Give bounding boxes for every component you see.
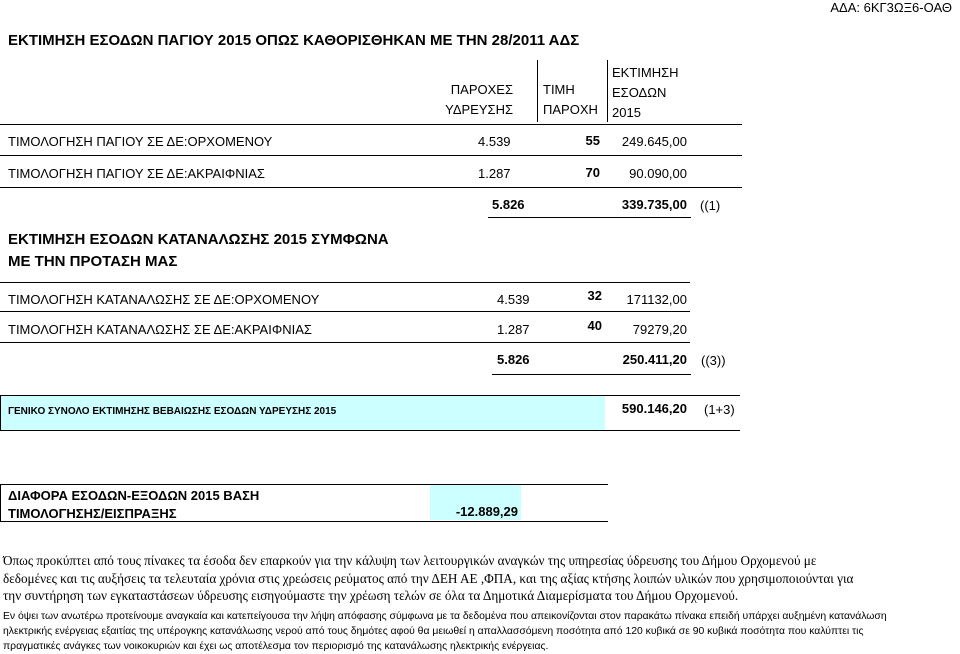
header-divider xyxy=(537,60,538,122)
table-rule xyxy=(0,124,742,125)
table-cell-ektimisi: 79279,20 xyxy=(632,322,687,337)
table-cell-paroxes: 4.539 xyxy=(497,292,530,307)
header-paroxes: ΠΑΡΟΧΕΣ ΥΔΡΕΥΣΗΣ xyxy=(445,82,513,117)
header-ektimisi: ΕΚΤΙΜΗΣΗ ΕΣΟΔΩΝ 2015 xyxy=(612,65,679,120)
table-rule xyxy=(0,282,690,283)
header-timi: ΤΙΜΗ ΠΑΡΟΧΗ xyxy=(543,82,598,117)
page-title: ΕΚΤΙΜΗΣΗ ΕΣΟΔΩΝ ΠΑΓΙΟΥ 2015 ΟΠΩΣ ΚΑΘΟΡΙΣΘΗΚΑΝ ΜΕ ΤΗΝ 28/2011 ΑΔΣ xyxy=(8,32,580,49)
total-paroxes: 5.826 xyxy=(492,197,525,212)
grand-total-value: 590.146,20 xyxy=(621,401,687,416)
table-cell-ektimisi: 171132,00 xyxy=(626,292,687,307)
table-rule xyxy=(492,374,691,375)
total-paroxes: 5.826 xyxy=(497,352,530,367)
table-rule xyxy=(488,217,691,218)
table-cell-paroxes: 4.539 xyxy=(478,134,511,149)
table-row-label: ΤΙΜΟΛΟΓΗΣΗ ΚΑΤΑΝΑΛΩΣΗΣ ΣΕ ΔΕ:ΑΚΡΑΙΦΝΙΑΣ xyxy=(8,322,312,337)
table-cell-ektimisi: 90.090,00 xyxy=(629,166,687,181)
proposal-paragraph: Εν όψει των ανωτέρω προτείνουμε αναγκαία και κατεπείγουσα την λήψη απόφασης σύμφωνα με τα δεδομένα που απεικονίζονται στον παρακάτω πίνακα επειδή υπάρχει αυξημένη κατανάλωση ηλεκτρικής ενέργειας εξαιτίας της υπέρογκης κατανάλωσης νερού από τους δημότες αφού θα μειωθεί η απαλλασσόμενη ποσότητα από 120 κυβικά σε 90 κυβικά ποσότητα που καλύπτει τις πραγματικές ανάγκες των νοικοκυριών και έχει ως αποτέλεσμα τον περιορισμό της κατανάλωσης ηλεκτρικής ενέργειας. xyxy=(3,611,887,652)
table-rule xyxy=(0,155,742,156)
table-row-label: ΤΙΜΟΛΟΓΗΣΗ ΠΑΓΙΟΥ ΣΕ ΔΕ:ΑΚΡΑΙΦΝΙΑΣ xyxy=(8,166,265,181)
difference-value: -12.889,29 xyxy=(455,504,518,519)
grand-total-label: ΓΕΝΙΚΟ ΣΥΝΟΛΟ ΕΚΤΙΜΗΣΗΣ ΒΕΒΑΙΩΣΗΣ ΕΣΟΔΩΝ ΥΔΡΕΥΣΗΣ 2015 xyxy=(8,406,337,417)
table-cell-timi: 40 xyxy=(587,318,602,333)
header-divider xyxy=(607,60,608,122)
section-title: ΕΚΤΙΜΗΣΗ ΕΣΟΔΩΝ ΚΑΤΑΝΑΛΩΣΗΣ 2015 ΣΥΜΦΩΝΑ ΜΕ ΤΗΝ ΠΡΟΤΑΣΗ ΜΑΣ xyxy=(8,231,389,270)
table-cell-timi: 55 xyxy=(585,133,600,148)
grand-total-note: (1+3) xyxy=(704,402,735,417)
table-rule xyxy=(0,187,742,188)
table-cell-timi: 70 xyxy=(585,165,600,180)
table-rule xyxy=(0,311,690,312)
total-note: ((3)) xyxy=(701,353,726,368)
table-row-label: ΤΙΜΟΛΟΓΗΣΗ ΚΑΤΑΝΑΛΩΣΗΣ ΣΕ ΔΕ:ΟΡΧΟΜΕΝΟΥ xyxy=(8,292,320,307)
table-rule xyxy=(0,342,690,343)
total-note: ((1) xyxy=(700,198,721,213)
total-ektimisi: 250.411,20 xyxy=(622,352,687,367)
ada-code: ΑΔΑ: 6ΚΓ3ΩΞ6-ΟΑΘ xyxy=(830,0,952,15)
total-ektimisi: 339.735,00 xyxy=(621,197,687,212)
table-cell-paroxes: 1.287 xyxy=(497,322,530,337)
table-cell-timi: 32 xyxy=(587,288,602,303)
explanation-paragraph: Όπως προκύπτει από τους πίνακες τα έσοδα δεν επαρκούν για την κάλυψη των λειτουργικών αναγκών της υπηρεσίας ύδρευσης του Δήμου Ορχομενού με δεδομένες και τις αυξήσεις τα τελευταία χρόνια στις χρεώσεις ρεύματος από την ΔΕΗ ΑΕ ,ΦΠΑ, και της αξίας κτήσης λοιπών υλικών που χρησιμοποιούνται για την συντήρηση των εγκαταστάσεων ύδρευσης εισηγούμαστε την χρέωση τελών σε όλα τα Δημοτικά Διαμερίσματα του Δήμου Ορχομενού. xyxy=(3,553,854,603)
table-row-label: ΤΙΜΟΛΟΓΗΣΗ ΠΑΓΙΟΥ ΣΕ ΔΕ:ΟΡΧΟΜΕΝΟΥ xyxy=(8,134,273,149)
difference-label: ΔΙΑΦΟΡΑ ΕΣΟΔΩΝ-ΕΞΟΔΩΝ 2015 ΒΑΣΗ ΤΙΜΟΛΟΓΗΣΗΣ/ΕΙΣΠΡΑΞΗΣ xyxy=(8,488,260,521)
table-cell-paroxes: 1.287 xyxy=(478,166,511,181)
table-cell-ektimisi: 249.645,00 xyxy=(621,134,687,149)
